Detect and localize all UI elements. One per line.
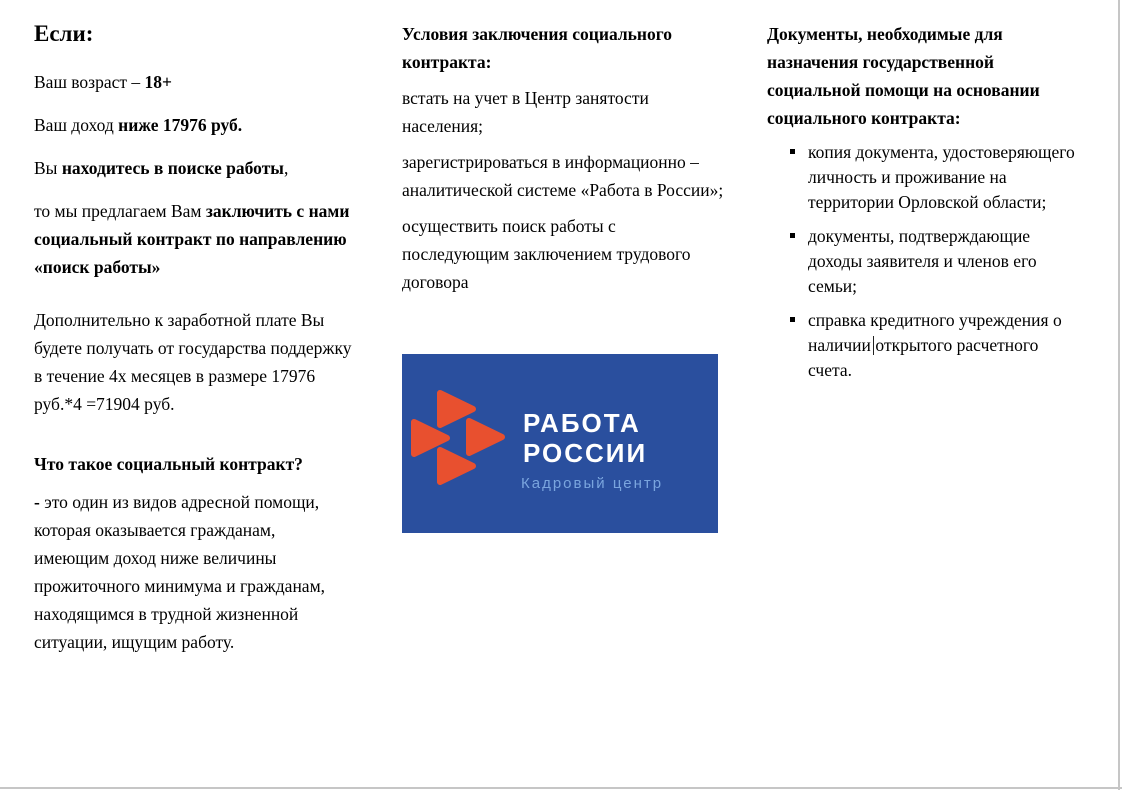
square-bullet-icon [790, 149, 795, 154]
condition-item: встать на учет в Центр занятости населения; [402, 88, 649, 136]
list-item [767, 140, 1089, 215]
right-column [767, 20, 1089, 392]
age-text: Ваш возраст – [34, 72, 145, 92]
square-bullet-icon [790, 233, 795, 238]
square-bullet-icon [790, 317, 795, 322]
document-item-text-after-cursor: открытого расчетного счета. [808, 335, 1039, 380]
logo-title-line2: РОССИИ [523, 438, 648, 468]
logo-title-line1: РАБОТА [523, 408, 641, 438]
documents-heading: Документы, необходимые для назначения государственной социальной помощи на основании социального контракта: [767, 24, 1040, 128]
condition-item: зарегистрироваться в информационно – аналитической системе «Работа в России»; [402, 152, 724, 200]
document-item-text-before-cursor: справка кредитного учреждения о наличии [808, 310, 1062, 355]
rabota-rossii-logo[interactable] [402, 354, 718, 533]
list-item [767, 224, 1089, 299]
job-search-bold: находитесь в поиске работы [61, 158, 284, 178]
document-item-text: копия документа, удостоверяющего личность и проживание на территории Орловской области; [808, 142, 1075, 212]
page-right-edge [1118, 0, 1120, 790]
left-column [34, 20, 354, 671]
paragraph-job-search [34, 154, 354, 182]
middle-column [402, 20, 724, 304]
document-item-text: документы, подтверждающие доходы заявителя и членов его семьи; [808, 226, 1037, 296]
list-item [767, 308, 1089, 383]
income-bold: ниже 17976 руб. [118, 115, 243, 135]
offer-bold: заключить с нами социальный контракт по направлению «поиск работы» [34, 201, 350, 277]
paragraph-age [34, 68, 354, 96]
income-text: Ваш доход [34, 115, 119, 135]
paragraph-definition [34, 488, 354, 656]
job-search-comma: , [283, 158, 289, 178]
definition-text: это один из видов адресной помощи, которая оказывается гражданам, имеющим доход ниже величины прожиточного минимума и гражданам, находящимся в трудной жизненной ситуации, ищущим работу. [34, 492, 326, 652]
logo-subtitle: Кадровый центр [521, 475, 664, 492]
paragraph-support: Дополнительно к заработной плате Вы будете получать от государства поддержку в течение 4х месяцев в размере 17976 руб.*4 =71904 руб. [34, 310, 352, 414]
definition-dash: - [34, 492, 45, 512]
left-subheading: Что такое социальный контракт? [34, 454, 303, 474]
page-bottom-edge [0, 787, 1122, 789]
condition-item: осуществить поиск работы с последующим заключением трудового договора [402, 216, 691, 292]
paragraph-offer [34, 197, 354, 281]
left-heading: Если: [34, 21, 94, 46]
documents-list [767, 140, 1089, 383]
paragraph-income [34, 111, 354, 139]
age-bold: 18+ [144, 72, 173, 92]
conditions-heading: Условия заключения социального контракта: [402, 24, 673, 72]
offer-text: то мы предлагаем Вам [34, 201, 206, 221]
job-search-text: Вы [34, 158, 62, 178]
